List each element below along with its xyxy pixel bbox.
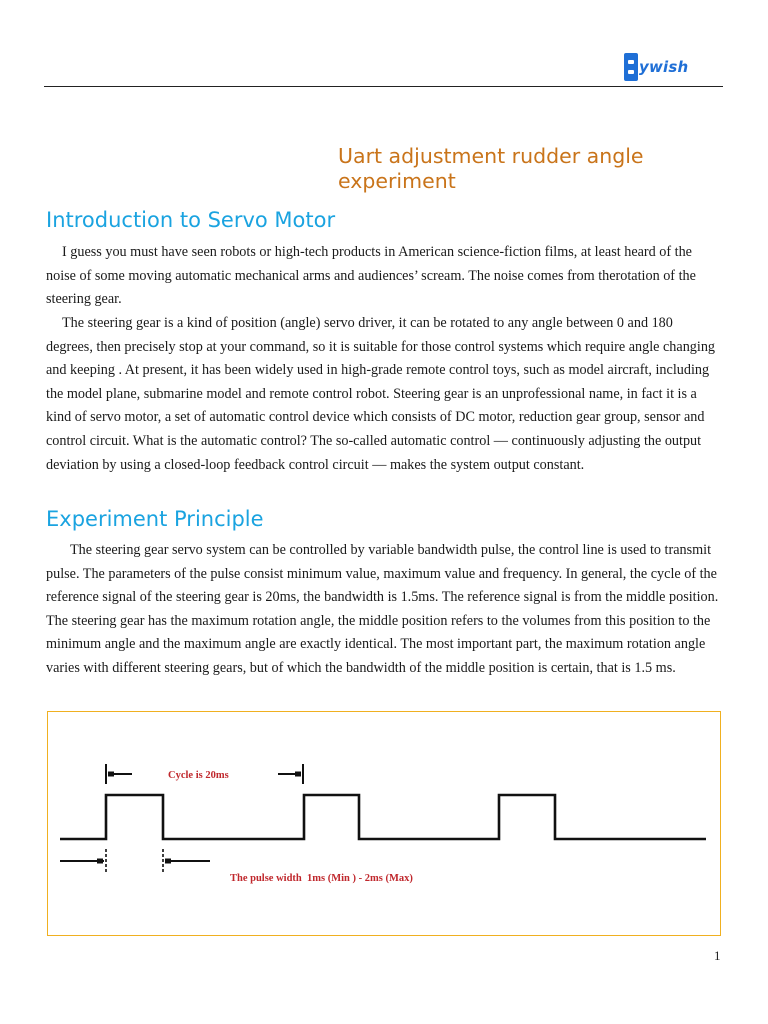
pwm-waveform-figure: [47, 711, 721, 936]
logo-text: ywish: [639, 58, 689, 76]
cycle-label: Cycle is 20ms: [168, 770, 229, 781]
chip-logo-icon: [624, 53, 638, 81]
pulse-width-label: The pulse width 1ms (Min ) - 2ms (Max): [230, 873, 413, 884]
page-number: 1: [714, 948, 721, 963]
pwm-waveform-line: [60, 795, 706, 839]
document-title: Uart adjustment rudder angle experiment: [338, 144, 644, 193]
intro-paragraph-2: The steering gear is a kind of position (angle) servo driver, it can be rotated to any angle between 0 and 180 degrees, then precisely stop at your command, so it is suitable for those control systems which require angle changing and keeping . At present, it has been widely used in high-grade remote control toys, such as model aircraft, including the model plane, submarine model and remote control robot. Steering gear is an unprofessional name, in fact it is a kind of servo motor, a set of automatic control device which consists of DC motor, reduction gear group, sensor and control circuit. What is the automatic control? The so-called automatic control — continuously adjusting the output deviation by using a closed-loop feedback control circuit — makes the system output constant.: [46, 315, 716, 473]
pulse-marker-right-head: [165, 859, 171, 864]
intro-paragraph-1: I guess you must have seen robots or high-tech products in American science-fiction films, at least heard of the noise of some moving automatic mechanical arms and audiences’ scream. The noise comes from therotation of the steering gear.: [46, 244, 696, 308]
header-divider: [44, 86, 723, 87]
pulse-marker-left-head: [97, 859, 103, 864]
header-logo: [624, 52, 688, 82]
cycle-marker-right-head: [295, 772, 301, 777]
section-heading-intro: Introduction to Servo Motor: [46, 208, 336, 232]
principle-paragraph-1: The steering gear servo system can be controlled by variable bandwidth pulse, the control line is used to transmit pulse. The parameters of the pulse consist minimum value, maximum value and frequency. In general, the cycle of the reference signal of the steering gear is 20ms, the bandwidth is 1.5ms. The reference signal is from the middle position. The steering gear has the maximum rotation angle, the middle position refers to the volumes from this position to the minimum angle and the maximum angle are exactly identical. The most important part, the maximum rotation angle varies with different steering gears, but of which the bandwidth of the middle position is certain, that is 1.5 ms.: [46, 542, 719, 676]
cycle-marker-left-head: [108, 772, 114, 777]
section-heading-principle: Experiment Principle: [46, 507, 264, 531]
pwm-waveform-diagram: [48, 712, 720, 935]
